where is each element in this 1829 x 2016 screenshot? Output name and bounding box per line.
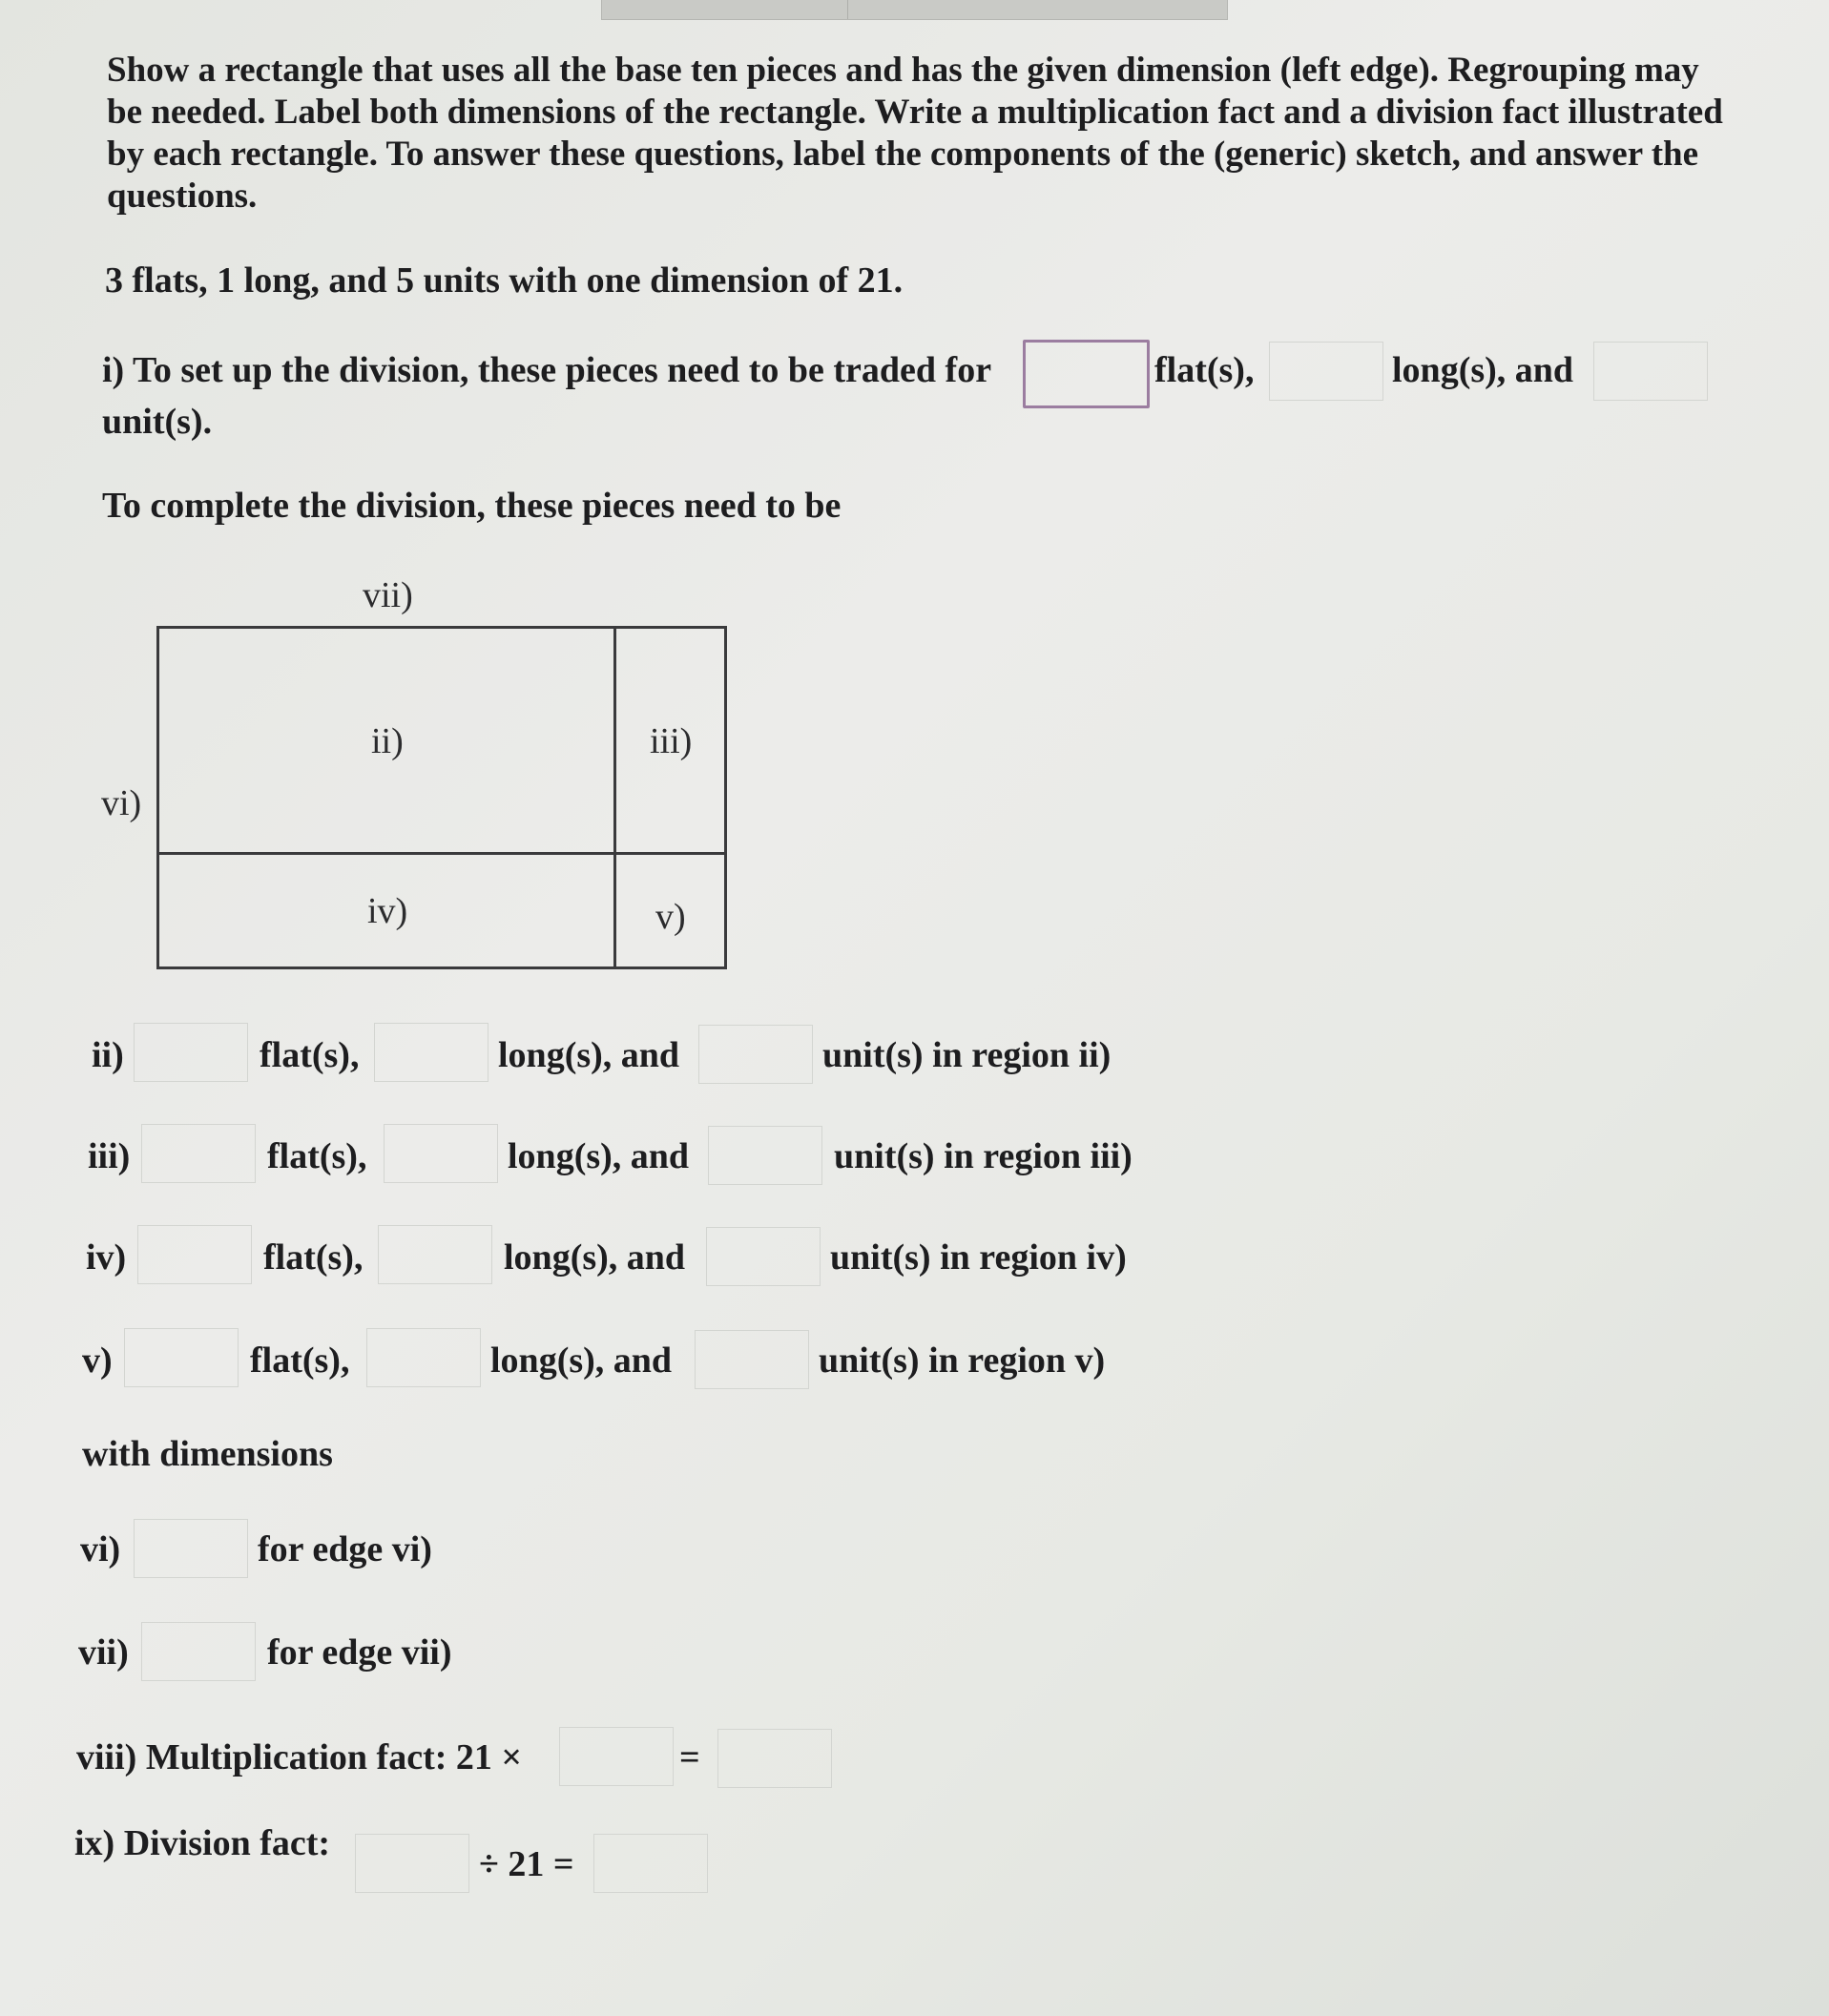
sketch-label-vi: vi) (101, 783, 142, 823)
complete-division-text: To complete the division, these pieces need to be (102, 486, 842, 526)
division-dividend-input[interactable] (355, 1834, 469, 1893)
sketch-region-v: v) (655, 897, 686, 937)
generic-rectangle-sketch (156, 626, 727, 969)
region-iv-longs-input[interactable] (378, 1225, 492, 1284)
region-ii-units-label: unit(s) in region ii) (822, 1035, 1112, 1075)
with-dimensions-text: with dimensions (82, 1434, 333, 1474)
edge-vi-label: vi) (80, 1529, 121, 1569)
region-iii-label: iii) (88, 1136, 131, 1176)
part-i-units-input[interactable] (1593, 342, 1708, 401)
edge-vii-label: vii) (78, 1632, 129, 1673)
multiplication-fact-prefix: viii) Multiplication fact: 21 × (76, 1737, 523, 1777)
multiplication-product-input[interactable] (717, 1729, 832, 1788)
part-i-prefix: i) To set up the division, these pieces need to be traded for (102, 350, 992, 390)
region-v-label: v) (82, 1341, 113, 1381)
division-fact-prefix: ix) Division fact: (74, 1823, 331, 1863)
region-iv-flats-label: flat(s), (263, 1237, 364, 1278)
region-iii-units-input[interactable] (708, 1126, 822, 1185)
region-v-longs-label: long(s), and (490, 1341, 673, 1381)
multiplication-factor-input[interactable] (559, 1727, 674, 1786)
region-iii-flats-label: flat(s), (267, 1136, 367, 1176)
sketch-region-ii: ii) (371, 721, 404, 761)
sketch-region-iii: iii) (650, 721, 693, 761)
problem-statement: 3 flats, 1 long, and 5 units with one dimension of 21. (105, 260, 904, 301)
region-ii-longs-input[interactable] (374, 1023, 488, 1082)
region-v-units-input[interactable] (695, 1330, 809, 1389)
sketch-label-vii: vii) (363, 575, 413, 615)
instructions: Show a rectangle that uses all the base ten pieces and has the given dimension (left edge). Regrouping may be needed. Label both dimensions of the rectangle. Write a multiplication fact and a division fact illustrated by each rectangle. To answer these questions, label the components of the (generic) sketch, and answer the questions. (107, 51, 1723, 216)
region-iii-units-label: unit(s) in region iii) (834, 1136, 1133, 1176)
edge-vii-input[interactable] (141, 1622, 256, 1681)
region-ii-units-input[interactable] (698, 1025, 813, 1084)
part-i-longs-label: long(s), and (1392, 350, 1574, 390)
region-iv-units-label: unit(s) in region iv) (830, 1237, 1127, 1278)
region-iii-longs-label: long(s), and (508, 1136, 690, 1176)
part-i-units-label: unit(s). (102, 402, 213, 442)
region-ii-flats-input[interactable] (134, 1023, 248, 1082)
part-i-flats-label: flat(s), (1154, 350, 1255, 390)
region-iv-longs-label: long(s), and (504, 1237, 686, 1278)
region-iii-flats-input[interactable] (141, 1124, 256, 1183)
sketch-region-iv: iv) (367, 891, 408, 931)
region-v-units-label: unit(s) in region v) (819, 1341, 1106, 1381)
region-v-longs-input[interactable] (366, 1328, 481, 1387)
part-i-longs-input[interactable] (1269, 342, 1383, 401)
region-v-flats-label: flat(s), (250, 1341, 350, 1381)
edge-vi-input[interactable] (134, 1519, 248, 1578)
top-toolbar-strip (601, 0, 1228, 20)
multiplication-equals: = (679, 1737, 700, 1777)
region-iii-longs-input[interactable] (384, 1124, 498, 1183)
region-iv-label: iv) (86, 1237, 127, 1278)
region-ii-longs-label: long(s), and (498, 1035, 680, 1075)
edge-vii-text: for edge vii) (267, 1632, 452, 1673)
region-v-flats-input[interactable] (124, 1328, 239, 1387)
region-iv-flats-input[interactable] (137, 1225, 252, 1284)
region-iv-units-input[interactable] (706, 1227, 821, 1286)
division-operator-text: ÷ 21 = (479, 1844, 574, 1884)
division-quotient-input[interactable] (593, 1834, 708, 1893)
part-i-flats-input[interactable] (1023, 340, 1150, 408)
region-ii-label: ii) (92, 1035, 124, 1075)
edge-vi-text: for edge vi) (258, 1529, 432, 1569)
region-ii-flats-label: flat(s), (260, 1035, 360, 1075)
